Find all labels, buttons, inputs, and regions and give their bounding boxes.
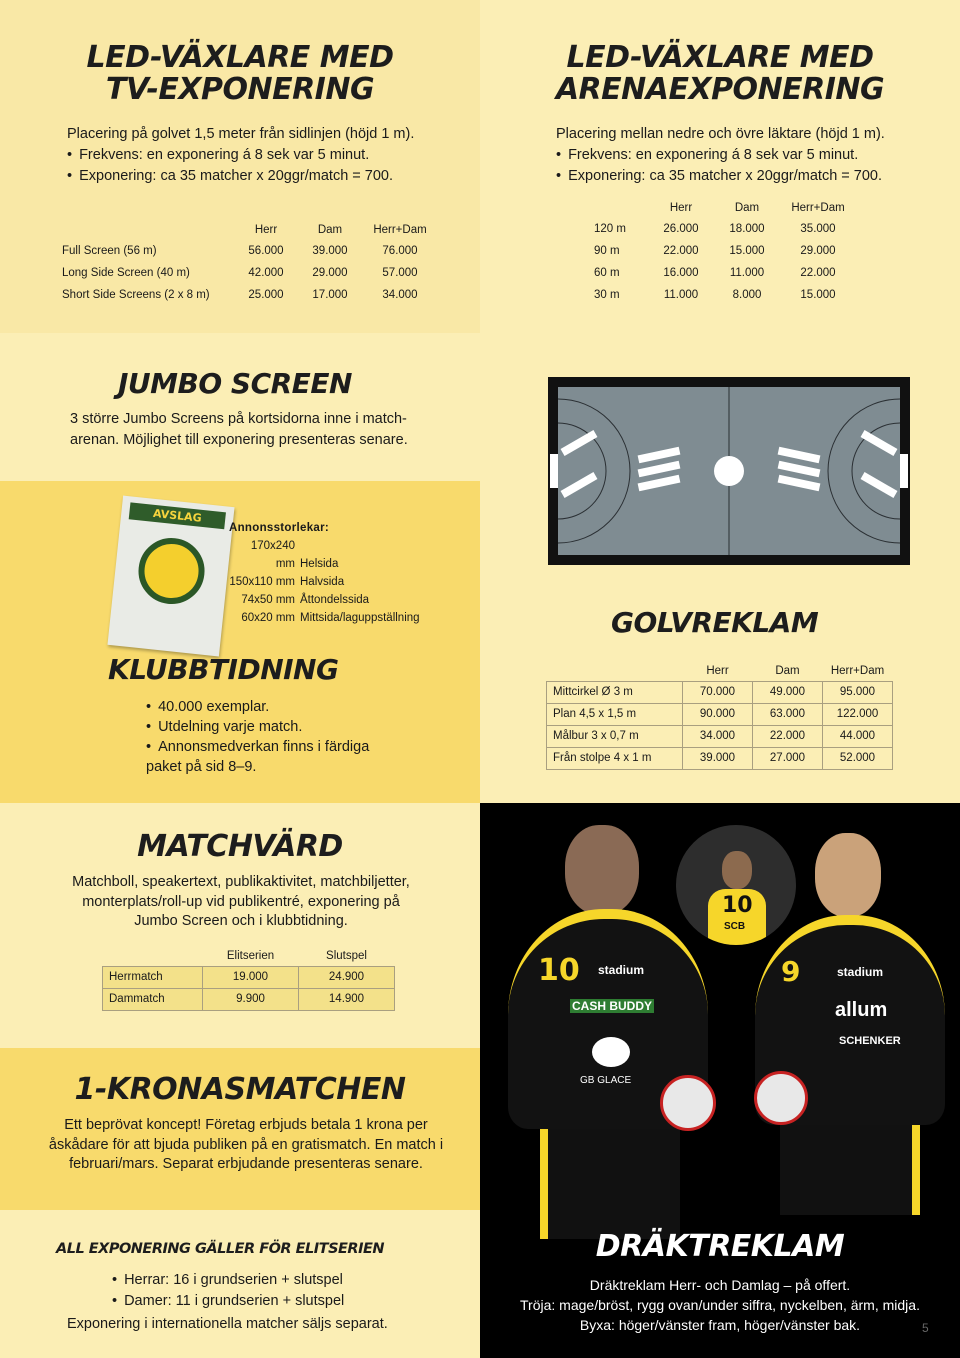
golv-price-table: Herr Dam Herr+Dam Mittcirkel Ø 3 m 70.000 49.000 95.000 Plan 4,5 x 1,5 m 90.000 63.000 122.000 Målbur 3 x 0,7 m 34.000 22.000 44.000 Från stolpe 4 x 1 m 39.000 27.000 52.000 bbox=[546, 661, 893, 770]
table-row: Mittcirkel Ø 3 m 70.000 49.000 95.000 bbox=[547, 681, 893, 703]
match-price-table: Elitserien Slutspel Herrmatch 19.000 24.900 Dammatch 9.900 14.900 bbox=[102, 946, 395, 1011]
klubb-section bbox=[0, 481, 480, 803]
tv-bullet: • Frekvens: en exponering á 8 sek var 5 minut. bbox=[67, 145, 414, 166]
match-title: MATCHVÄRD bbox=[137, 829, 343, 864]
table-row: Från stolpe 4 x 1 m 39.000 27.000 52.000 bbox=[547, 747, 893, 769]
ball-right bbox=[754, 1071, 808, 1125]
shorts-right bbox=[780, 1125, 920, 1215]
all-section bbox=[0, 1210, 480, 1358]
court-diagram bbox=[548, 377, 910, 565]
head-right bbox=[815, 833, 881, 917]
magazine-logo: AVSLAG bbox=[129, 502, 226, 529]
head-left bbox=[565, 825, 639, 915]
arena-price-table: Herr Dam Herr+Dam 120 m 26.000 18.000 35.000 90 m 22.000 15.000 29.000 60 m 16.000 11.000 22.000 30 m 11.000 8.000 15.000 bbox=[588, 198, 856, 306]
shorts-left bbox=[540, 1129, 680, 1239]
table-row: Målbur 3 x 0,7 m 34.000 22.000 44.000 bbox=[547, 725, 893, 747]
all-text: Exponering i internationella matcher säljs separat. bbox=[67, 1316, 388, 1332]
golv-section bbox=[480, 333, 960, 803]
club-badge-icon bbox=[135, 535, 208, 608]
tv-bullet: • Exponering: ca 35 matcher x 20ggr/match = 700. bbox=[67, 166, 414, 187]
inset-photo: 10 SCB bbox=[676, 825, 796, 945]
tv-text: Placering på golvet 1,5 meter från sidlinjen (höjd 1 m). • Frekvens: en exponering á 8 sek var 5 minut. • Exponering: ca 35 matcher x 20ggr/match = 700. bbox=[67, 124, 414, 187]
list-item: • Annonsmedverkan finns i färdiga paket på sid 8–9. bbox=[146, 737, 386, 777]
all-title: ALL EXPONERING GÄLLER FÖR ELITSERIEN bbox=[56, 1241, 385, 1257]
tv-section bbox=[0, 0, 480, 333]
jumbo-title: JUMBO SCREEN bbox=[118, 367, 352, 400]
list-item: • Herrar: 16 i grundserien + slutspel bbox=[112, 1270, 344, 1291]
table-row: 120 m 26.000 18.000 35.000 bbox=[594, 223, 836, 235]
jumbo-section bbox=[0, 333, 480, 481]
drakt-text: Dräktreklam Herr- och Damlag – på offert. Tröja: mage/bröst, rygg ovan/under siffra, nyckelben, ärm, midja. Byxa: höger/vänster fram, höger/vänster bak. bbox=[520, 1277, 920, 1333]
arena-section bbox=[480, 0, 960, 333]
table-row: Long Side Screen (40 m) 42.000 29.000 57.000 bbox=[62, 267, 418, 279]
list-item: • 40.000 exemplar. bbox=[146, 697, 386, 717]
krona-title: 1-KRONASMATCHEN bbox=[74, 1072, 406, 1107]
drakt-title: DRÄKTREKLAM bbox=[595, 1229, 845, 1264]
table-row: Plan 4,5 x 1,5 m 90.000 63.000 122.000 bbox=[547, 703, 893, 725]
drakt-section bbox=[480, 803, 960, 1358]
klubb-title: KLUBBTIDNING bbox=[108, 653, 339, 686]
table-row: 60 m 16.000 11.000 22.000 bbox=[594, 267, 836, 279]
table-row: Dammatch 9.900 14.900 bbox=[103, 988, 395, 1010]
center-circle bbox=[714, 456, 744, 486]
page-number: 5 bbox=[922, 1321, 929, 1335]
table-row: Herrmatch 19.000 24.900 bbox=[103, 966, 395, 988]
tv-title: LED-VÄXLARE MED TV-EXPONERING bbox=[86, 40, 394, 107]
arena-bullet: • Frekvens: en exponering á 8 sek var 5 minut. bbox=[556, 145, 885, 166]
arena-bullet: • Exponering: ca 35 matcher x 20ggr/match = 700. bbox=[556, 166, 885, 187]
jumbo-text: 3 större Jumbo Screens på kortsidorna inne i match-arenan. Möjlighet till exponering presenteras senare. bbox=[70, 411, 408, 448]
table-row: 90 m 22.000 15.000 29.000 bbox=[594, 245, 836, 257]
ball-left bbox=[660, 1075, 716, 1131]
all-bullets bbox=[112, 1270, 344, 1312]
shirt-left: 10 stadium CASH BUDDY GB GLACE bbox=[508, 909, 708, 1129]
list-item: • Utdelning varje match. bbox=[146, 717, 386, 737]
table-row: Short Side Screens (2 x 8 m) 25.000 17.000 34.000 bbox=[62, 289, 418, 301]
match-section bbox=[0, 803, 480, 1210]
arena-text: Placering mellan nedre och övre läktare (höjd 1 m). • Frekvens: en exponering á 8 sek var 5 minut. • Exponering: ca 35 matcher x 20ggr/match = 700. bbox=[556, 124, 885, 187]
krona-text: Ett beprövat koncept! Företag erbjuds betala 1 krona per åskådare för att bjuda publiken på en gratismatch. En match i februari/mars. Separat erbjudande presenteras senare. bbox=[48, 1117, 444, 1172]
ad-size-row: 170x240 mm Helsida bbox=[250, 540, 339, 570]
magazine-image bbox=[107, 496, 234, 657]
arena-title: LED-VÄXLARE MED ARENAEXPONERING bbox=[555, 40, 885, 107]
klubb-bullets bbox=[146, 697, 386, 777]
heart-logo-icon bbox=[592, 1037, 630, 1067]
table-row: Full Screen (56 m) 56.000 39.000 76.000 bbox=[62, 245, 418, 257]
ad-sizes: Annonsstorlekar: 170x240 mm Helsida 150x110 mm Halvsida 74x50 mm Åttondelssida 60x20 mm Mittsida/laguppställning bbox=[229, 519, 420, 627]
list-item: • Damer: 11 i grundserien + slutspel bbox=[112, 1291, 344, 1312]
shirt-right: 9 stadium allum SCHENKER bbox=[755, 915, 945, 1125]
krona-block bbox=[0, 1048, 480, 1210]
ad-size-row: 60x20 mm Mittsida/laguppställning bbox=[241, 612, 420, 624]
golv-title: GOLVREKLAM bbox=[611, 606, 819, 639]
tv-price-table: Herr Dam Herr+Dam Full Screen (56 m) 56.000 39.000 76.000 Long Side Screen (40 m) 42.000 29.000 57.000 Short Side Screens (2 x 8 m) 25.000 17.000 34.000 bbox=[56, 220, 436, 306]
match-text: Matchboll, speakertext, publikaktivitet, matchbiljetter, monterplats/roll-up vid publikentré, exponering på Jumbo Screen och i klubbtidning. bbox=[72, 874, 410, 929]
table-row: 30 m 11.000 8.000 15.000 bbox=[594, 289, 836, 301]
ad-size-row: 150x110 mm Halvsida bbox=[229, 576, 345, 588]
ad-size-row: 74x50 mm Åttondelssida bbox=[241, 594, 370, 606]
